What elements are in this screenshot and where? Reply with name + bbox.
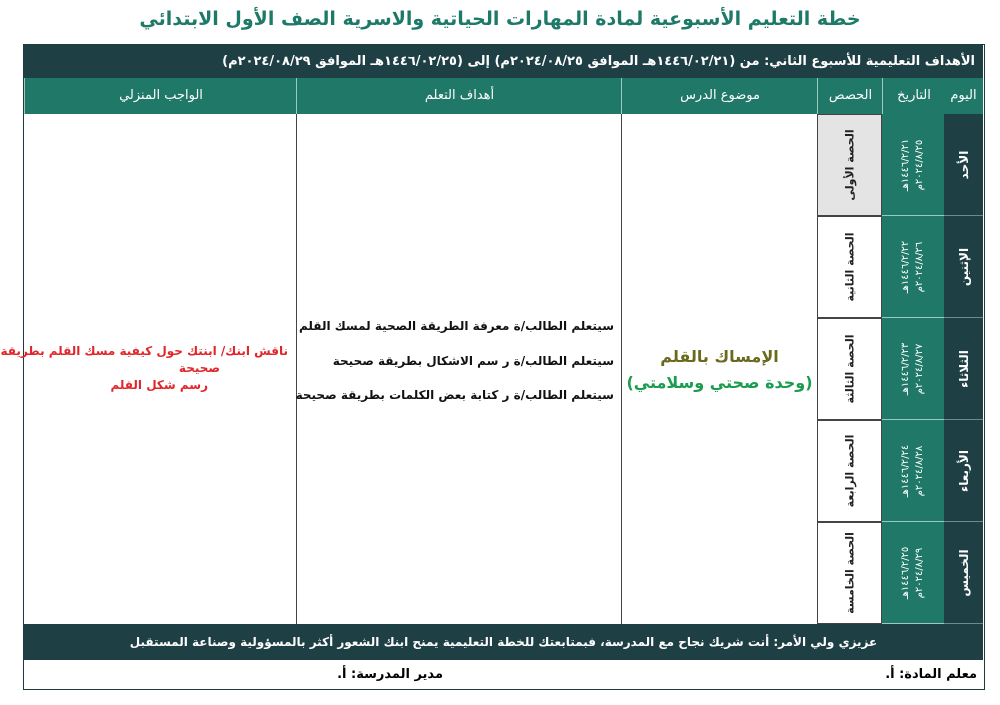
lesson-topic-cell — [621, 114, 817, 624]
day-cell — [944, 420, 983, 522]
gregorian-date: ٢٠٢٤/٨/٢٦م — [914, 241, 925, 292]
day-label: الأربعاء — [956, 449, 971, 492]
date-label — [899, 546, 927, 599]
learning-goal: سيتعلم الطالب/ة ر سم الاشكال بطريقة صحيحة — [332, 354, 614, 368]
hijri-date: ١٤٤٦/٢/٢٤هـ — [900, 444, 911, 497]
session-label: الحصة الأولى — [843, 129, 856, 201]
day-label: الثلاثاء — [956, 349, 971, 388]
gregorian-date: ٢٠٢٤/٨/٢٧م — [914, 343, 925, 394]
date-cell — [882, 114, 944, 216]
day-cell — [944, 114, 983, 216]
day-label: الأحد — [956, 150, 971, 179]
weekly-plan-table — [0, 44, 985, 690]
session-cell — [817, 318, 882, 420]
session-cell — [817, 216, 882, 318]
header-homework: الواجب المنزلي — [24, 78, 297, 114]
learning-goals-cell — [296, 114, 621, 624]
header-topic: موضوع الدرس — [621, 78, 818, 114]
signature-row — [24, 660, 983, 689]
hijri-date: ١٤٤٦/٢/٢٥هـ — [900, 546, 911, 599]
page-title: خطة التعليم الأسبوعية لمادة المهارات الحياتية والاسرية الصف الأول الابتدائي — [139, 8, 861, 30]
hijri-date: ١٤٤٦/٢/٢٢هـ — [900, 240, 911, 293]
date-cell — [882, 420, 944, 522]
homework-line: ناقش ابنك/ ابنتك حول كيفية مسك القلم بطريقة — [0, 344, 288, 358]
session-label: الحصة الثانية — [843, 232, 856, 302]
homework-line: رسم شكل القلم — [110, 378, 208, 392]
table-header-row — [24, 78, 983, 114]
day-label: الخميس — [956, 548, 971, 597]
date-label — [899, 138, 927, 191]
plan-body — [0, 114, 983, 624]
day-cell — [944, 522, 983, 624]
homework-line: صحيحة — [178, 361, 220, 375]
day-cell — [944, 318, 983, 420]
session-label: الحصة الرابعة — [843, 434, 856, 508]
lesson-unit-name: (وحدة صحتي وسلامتي) — [626, 373, 813, 392]
date-cell — [882, 522, 944, 624]
learning-goal: سيتعلم الطالب/ة ر كتابة بعض الكلمات بطريقة صحيحة — [295, 388, 614, 402]
header-sessions: الحصص — [817, 78, 883, 114]
session-cell — [817, 522, 882, 624]
header-goals: أهداف التعلم — [296, 78, 622, 114]
date-cell — [882, 216, 944, 318]
header-day: اليوم — [950, 88, 977, 103]
gregorian-date: ٢٠٢٤/٨/٢٩م — [914, 547, 925, 598]
subject-teacher-label: معلم المادة: أ. — [885, 667, 977, 682]
date-label — [899, 240, 927, 293]
session-cell — [817, 420, 882, 522]
parent-message-banner: عزيزي ولي الأمر: أنت شريك نجاح مع المدرسة، فبمتابعتك للخطة التعليمية يمنح ابنك الشعور أكثر بالمسؤولية وصناعة المستقبل — [24, 624, 983, 660]
day-cell — [944, 216, 983, 318]
session-label: الحصة الخامسة — [843, 532, 856, 614]
header-date: التاريخ — [882, 78, 945, 114]
session-label: الحصة الثالثة — [843, 334, 856, 404]
lesson-topic-title: الإمساك بالقلم — [660, 347, 779, 366]
date-cell — [882, 318, 944, 420]
homework-cell — [0, 114, 296, 624]
school-principal-label: مدير المدرسة: أ. — [337, 667, 443, 682]
gregorian-date: ٢٠٢٤/٨/٢٨م — [914, 445, 925, 496]
week-objectives-banner: الأهداف التعليمية للأسبوع الثاني: من (١٤٤٦/٠٢/٢١هـ الموافق ٢٠٢٤/٠٨/٢٥م) إلى (١٤٤٦/٠٢/٢٥هـ الموافق ٢٠٢٤/٠٨/٢٩م) — [24, 45, 983, 78]
learning-goal: سيتعلم الطالب/ة معرفة الطريقة الصحية لمسك القلم — [299, 319, 614, 333]
date-label — [899, 444, 927, 497]
date-label — [899, 342, 927, 395]
session-cell — [817, 114, 882, 216]
hijri-date: ١٤٤٦/٢/٢٣هـ — [900, 342, 911, 395]
day-label: الإثنين — [956, 247, 971, 286]
gregorian-date: ٢٠٢٤/٨/٢٥م — [914, 139, 925, 190]
hijri-date: ١٤٤٦/٢/٢١هـ — [900, 138, 911, 191]
